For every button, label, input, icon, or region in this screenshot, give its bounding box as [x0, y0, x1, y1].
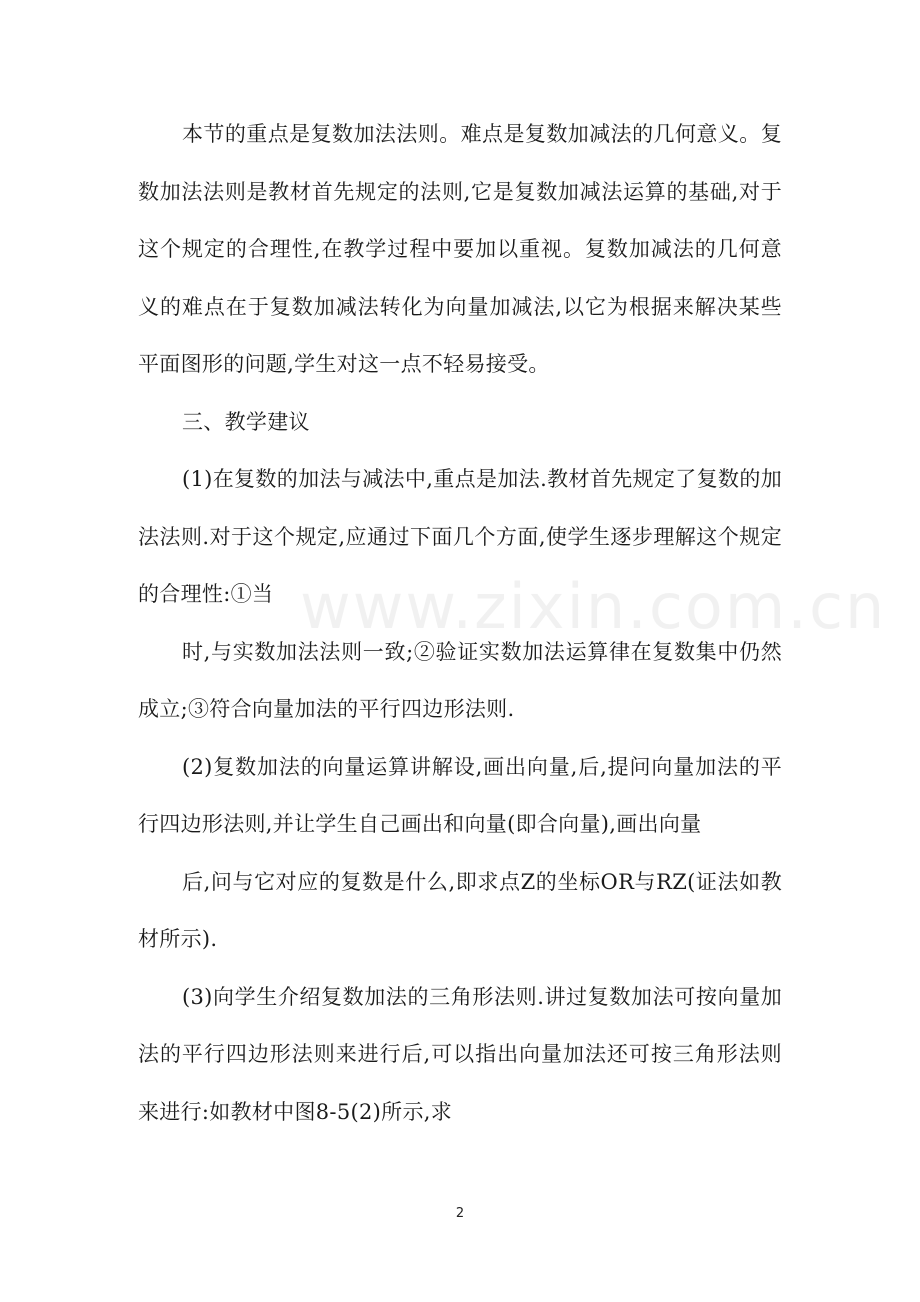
paragraph-suggestion-3: (3)向学生介绍复数加法的三角形法则.讲过复数加法可按向量加法的平行四边形法则来进行后,可以指出向量加法还可按三角形法则来进行:如教材中图8-5(2)所示,求: [138, 984, 782, 1124]
paragraph-suggestion-1-continued: 时,与实数加法法则一致;②验证实数加法运算律在复数集中仍然成立;③符合向量加法的平行四边形法则.: [138, 639, 782, 721]
watermark: www.zixin.com.cn: [300, 570, 887, 643]
page-number: 2: [455, 1206, 465, 1221]
paragraph-suggestion-1: (1)在复数的加法与减法中,重点是加法.教材首先规定了复数的加法法则.对于这个规定,应通过下面几个方面,使学生逐步理解这个规定的合理性:①当: [138, 467, 782, 606]
section-heading-teaching-suggestions: 三、教学建议: [182, 409, 310, 434]
paragraph-suggestion-2-continued: 后,问与它对应的复数是什么,即求点Z的坐标OR与RZ(证法如教材所示).: [138, 869, 782, 951]
body-text: [138, 106, 887, 1141]
paragraph-key-points: 本节的重点是复数加法法则。难点是复数加减法的几何意义。复数加法法则是教材首先规定的法则,它是复数加减法运算的基础,对于这个规定的合理性,在教学过程中要加以重视。复数加减法的几何意义的难点在于复数加减法转化为向量加减法,以它为根据来解决某些平面图形的问题,学生对这一点不轻易接受。: [138, 122, 782, 376]
paragraph-suggestion-2: (2)复数加法的向量运算讲解设,画出向量,后,提问向量加法的平行四边形法则,并让学生自己画出和向量(即合向量),画出向量: [138, 754, 782, 836]
